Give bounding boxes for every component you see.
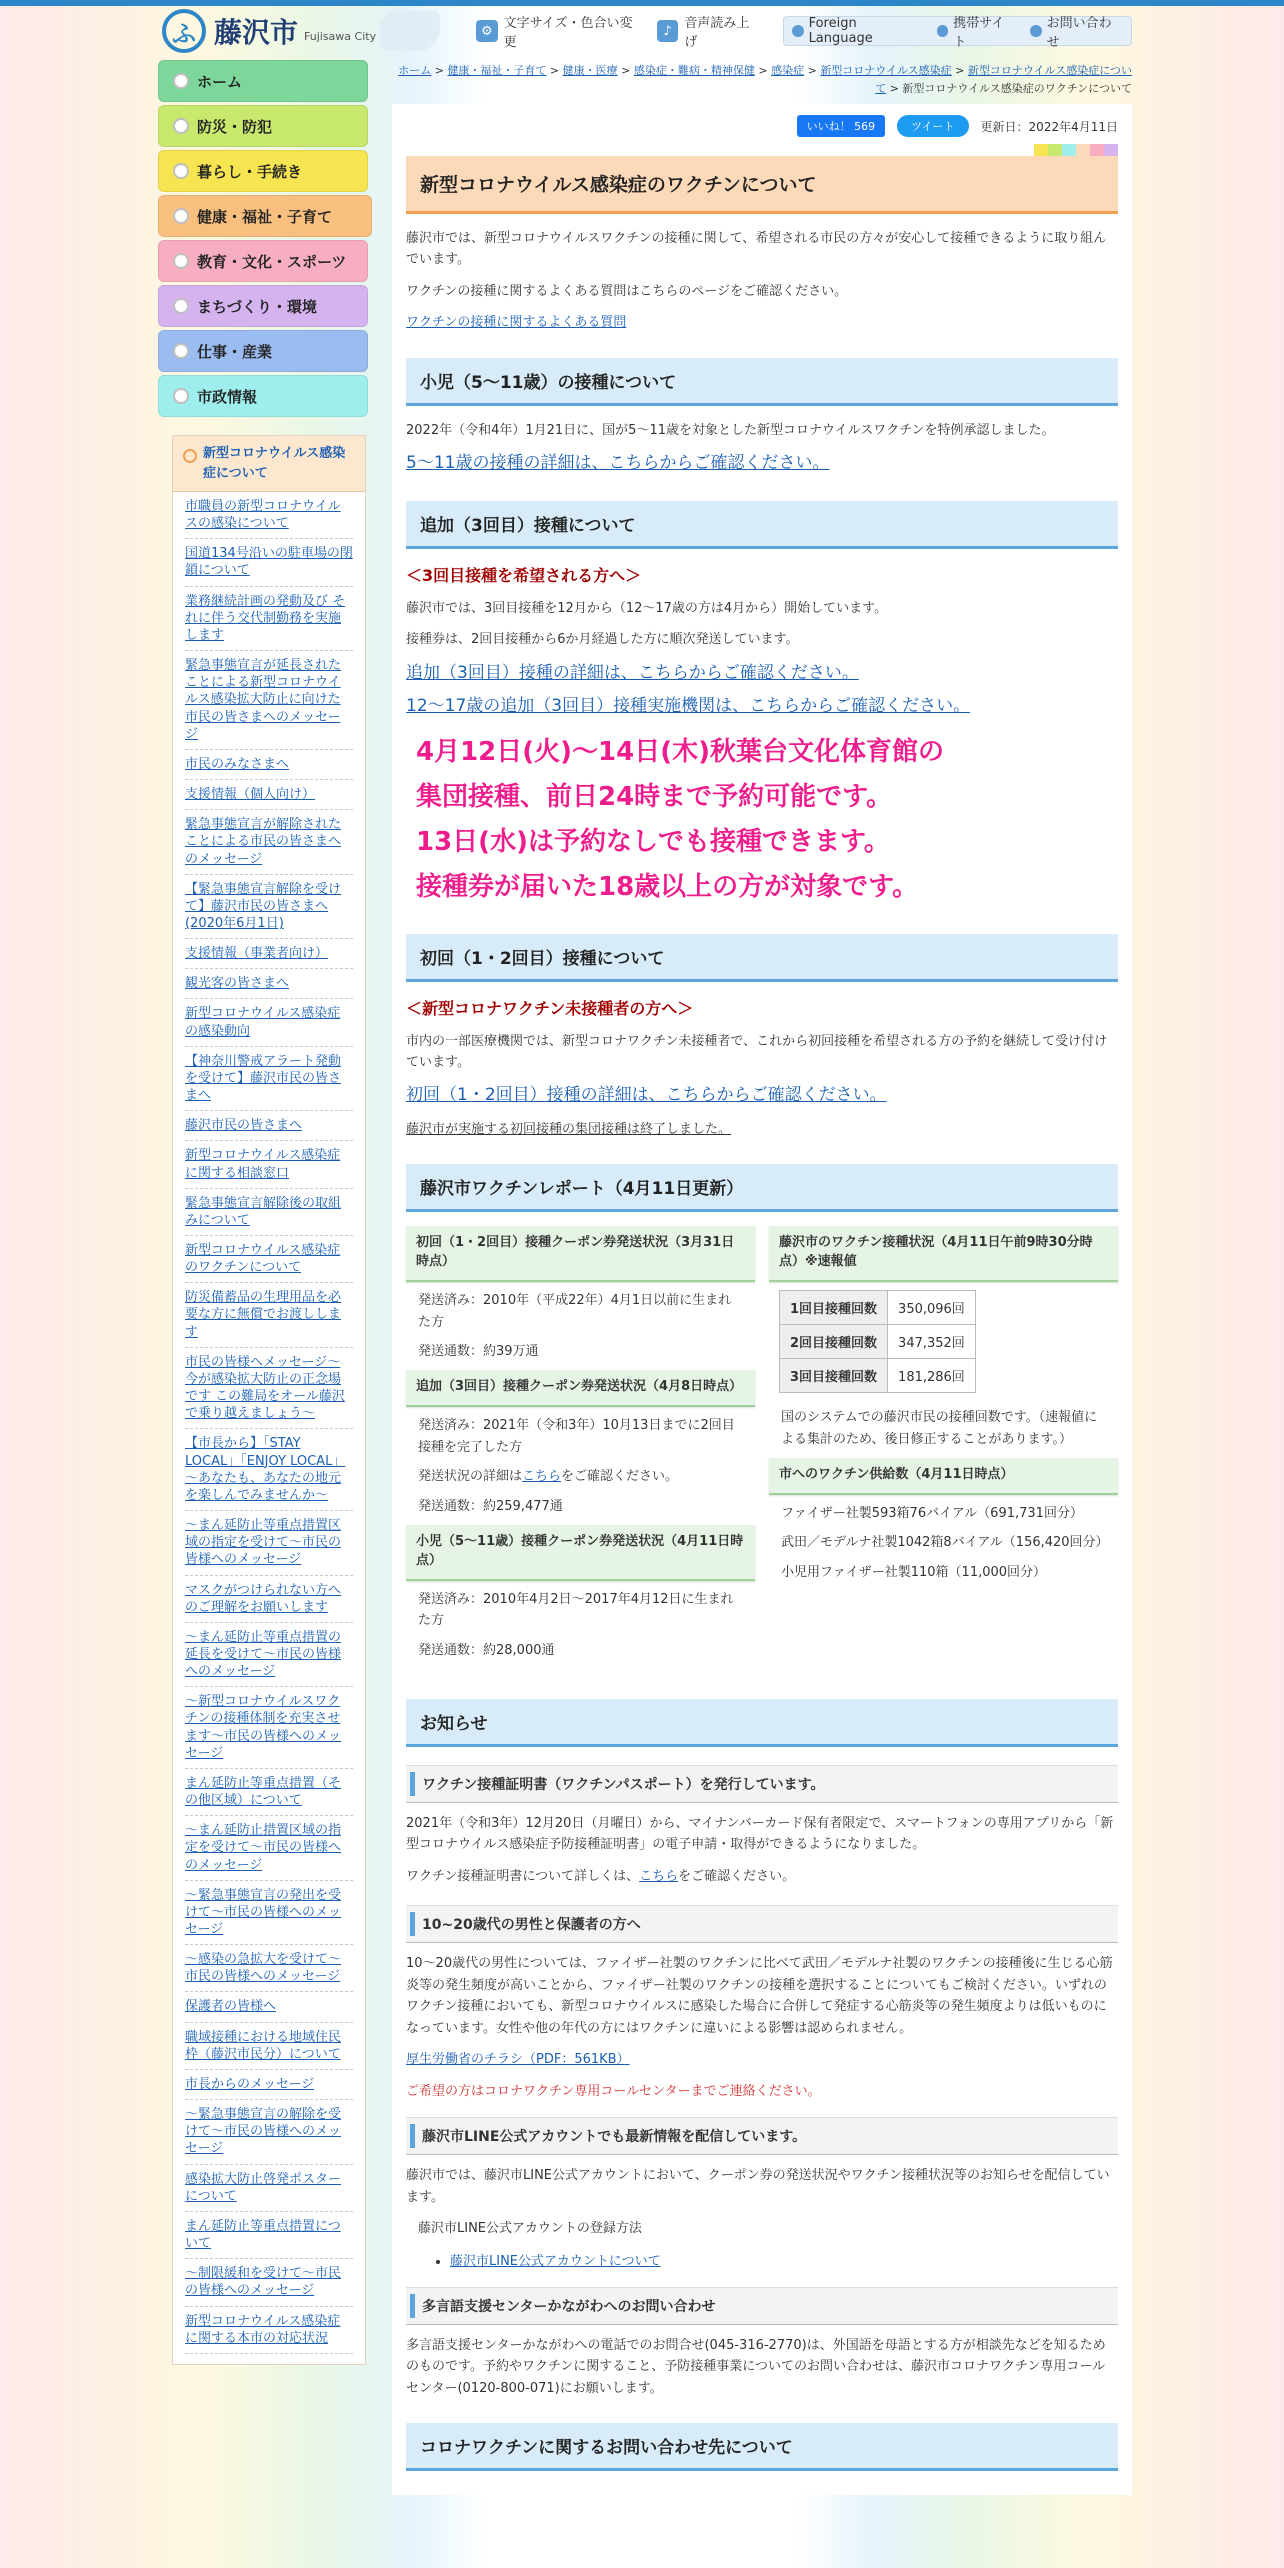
nav-city-info[interactable]: 市政情報 (158, 375, 368, 417)
subnav-link[interactable]: 【市長から】「STAY LOCAL」「ENJOY LOCAL」～あなたも、あなたの地元を楽しんでみませんか～ (185, 1436, 346, 1503)
subnav-link[interactable]: ～緊急事態宣言の発出を受けて～市民の皆様へのメッセージ (185, 1887, 342, 1937)
subnav-item (185, 1283, 353, 1347)
mobile-site-link[interactable]: 携帯サイト (937, 12, 1016, 50)
share-bar (406, 114, 1118, 138)
subnav-link[interactable]: 保護者の皆様へ (185, 1999, 277, 2015)
city-map-icon (380, 11, 440, 51)
header-links (783, 16, 1132, 50)
subnav-link[interactable]: まん延防止等重点措置（その他区域）について (185, 1775, 342, 1809)
subnav-item (185, 810, 353, 874)
subnav-link[interactable]: ～緊急事態宣言の解除を受けて～市民の皆様へのメッセージ (185, 2107, 342, 2157)
child-text: 2022年（令和4年）1月21日に、国が5～11歳を対象とした新型コロナウイルスワクチンを特例承認しました。 (406, 422, 1055, 438)
coupon-detail-text: 発送状況の詳細はこちらをご確認ください。 (418, 1469, 679, 1485)
table-cell: 181,286回 (888, 1359, 976, 1393)
subnav-link[interactable]: ～感染の急拡大を受けて～市民の皆様へのメッセージ (185, 1952, 342, 1985)
breadcrumb-link[interactable]: 感染症・難病・精神保健 (633, 64, 755, 77)
subnav-link[interactable]: 新型コロナウイルス感染症の感染動向 (185, 1006, 341, 1039)
subnav-item (185, 1623, 353, 1687)
subnav-item (185, 1769, 353, 1816)
subnav-link[interactable]: 新型コロナウイルス感染症に関する相談窓口 (185, 1148, 341, 1181)
coupon-detail-link[interactable]: こちら (522, 1469, 562, 1485)
coupon-status-text: 発送済み：2021年（令和3年）10月13日までに2回目接種を完了した方 (418, 1418, 735, 1455)
table-row (780, 1291, 976, 1325)
certificate-link[interactable]: こちら (639, 1868, 679, 1884)
subnav-item (185, 1576, 353, 1623)
coupon-status-text: 発送済み：2010年4月2日～2017年4月12日に生まれた方 (418, 1591, 734, 1629)
third-dose-heading: 追加（3回目）接種について (406, 501, 1118, 549)
breadcrumb-link[interactable]: ホーム (398, 64, 432, 77)
subnav-link[interactable]: ～まん延防止等重点措置区域の指定を受けて～市民の皆様へのメッセージ (185, 1518, 342, 1568)
subnav-item (185, 1141, 353, 1188)
content-area (392, 104, 1132, 2495)
subnav-item (185, 2307, 353, 2354)
nav-disaster[interactable]: 防災・防犯 (158, 105, 368, 147)
report-left-column (406, 1226, 755, 1669)
subnav-current[interactable]: 新型コロナウイルス感染症について (173, 436, 365, 492)
subnav-item (185, 651, 353, 750)
subnav-link[interactable]: 緊急事態宣言が解除されたことによる市民の皆さまへのメッセージ (185, 817, 342, 867)
site-logo[interactable] (162, 10, 440, 52)
announcement-line: 4月12日(火)～14日(木)秋葉台文化体育館の (416, 736, 944, 767)
sidebar (158, 60, 368, 2365)
nav-home[interactable]: ホーム (158, 60, 368, 102)
mass-vaccination-announcement (416, 730, 1118, 910)
subnav-link[interactable]: 市長からのメッセージ (185, 2076, 315, 2092)
supply-item: 小児用ファイザー社製110箱（11,000回分） (781, 1564, 1047, 1580)
subnav-item (185, 780, 353, 810)
notice-heading: お知らせ (406, 1699, 1118, 1747)
subnav-link[interactable]: 市民のみなさまへ (185, 756, 290, 772)
coupon-status-heading: 追加（3回目）接種クーポン券発送状況（4月8日時点） (406, 1370, 755, 1407)
supply-item: 武田／モデルナ社製1042箱8バイアル（156,420回分） (781, 1535, 1109, 1551)
subnav-item (185, 1236, 353, 1283)
subnav-item (185, 1111, 353, 1141)
certificate-detail: ワクチン接種証明書について詳しくは、こちらをご確認ください。 (406, 1868, 796, 1884)
subnav-item (185, 2212, 353, 2259)
subnav-item (185, 1189, 353, 1236)
coupon-count: 発送通数：約39万通 (418, 1343, 539, 1359)
coupon-status-text: 発送済み：2010年（平成22年）4月1日以前に生まれた方 (418, 1293, 732, 1330)
third-dose-text-2: 接種券は、2回目接種から6か月経過した方に順次発送しています。 (406, 632, 799, 648)
color-bar-decoration (406, 144, 1118, 156)
subnav-item (185, 2023, 353, 2070)
city-emblem-icon: ふ (162, 9, 206, 53)
text-size-tool[interactable] (476, 12, 643, 50)
nav-health[interactable]: 健康・福祉・子育て (158, 195, 372, 237)
vaccination-status-heading: 藤沢市のワクチン接種状況（4月11日午前9時30分時点）※速報値 (769, 1226, 1118, 1282)
tweet-button[interactable]: ツイート (897, 115, 968, 137)
contact-link[interactable]: お問い合わせ (1030, 12, 1123, 50)
contact-heading: コロナワクチンに関するお問い合わせ先について (406, 2423, 1118, 2471)
subnav-item (185, 939, 353, 969)
line-heading: 藤沢市LINE公式アカウントでも最新情報を配信しています。 (406, 2117, 1118, 2155)
subnav-link[interactable]: 緊急事態宣言が延長されたことによる新型コロナウイルス感染拡大防止に向けた市民の皆さまへのメッセージ (185, 658, 342, 742)
site-header (156, 6, 1132, 58)
subnav-item (185, 1687, 353, 1769)
breadcrumb-link[interactable]: 健康・福祉・子育て (447, 64, 547, 77)
subnav-link[interactable]: 新型コロナウイルス感染症に関する本市の対応状況 (185, 2313, 341, 2346)
subnav-link[interactable]: まん延防止等重点措置について (185, 2218, 341, 2252)
third-dose-detail-link[interactable]: 追加（3回目）接種の詳細は、こちらからご確認ください。 (406, 662, 859, 683)
subnav-item (185, 999, 353, 1046)
supply-heading: 市へのワクチン供給数（4月11日時点） (769, 1458, 1118, 1495)
table-cell: 347,352回 (888, 1325, 976, 1359)
subnav-link[interactable]: 【神奈川警戒アラート発動を受けて】藤沢市民の皆さまへ (185, 1053, 342, 1104)
subnav-item (185, 587, 353, 651)
coupon-count: 発送通数：約28,000通 (418, 1642, 555, 1658)
coupon-count: 発送通数：約259,477通 (418, 1498, 563, 1514)
vaccine-report (406, 1226, 1118, 1669)
table-cell: 3回目接種回数 (780, 1359, 888, 1393)
bullet-icon (1030, 25, 1042, 37)
subnav-item (185, 969, 353, 999)
subnav-item (185, 1047, 353, 1111)
subnav-link[interactable]: 市民の皆様へメッセージ～今が感染拡大防止の正念場です この難局をオール藤沢で乗り越えましょう～ (185, 1354, 345, 1422)
breadcrumb-link[interactable]: 新型コロナウイルス感染症について (875, 64, 1132, 95)
announcement-line: 接種券が届いた18歳以上の方が対象です。 (416, 871, 919, 902)
subnav-list (173, 492, 365, 2354)
subnav-link[interactable]: 支援情報（事業者向け） (185, 946, 329, 962)
child-detail-link[interactable]: 5～11歳の接種の詳細は、こちらからご確認ください。 (406, 453, 830, 474)
page-title: 新型コロナウイルス感染症のワクチンについて (406, 156, 1118, 214)
breadcrumb-current: 新型コロナウイルス感染症のワクチンについて (902, 82, 1132, 95)
breadcrumb-link[interactable]: 感染症 (771, 64, 805, 77)
subnav-item (185, 2100, 353, 2164)
subnav-item (185, 1511, 353, 1575)
announcement-line: 13日(水)は予約なしでも接種できます。 (416, 826, 890, 857)
city-name: 藤沢市 (214, 16, 299, 49)
intro-text: 藤沢市では、新型コロナウイルスワクチンの接種に関して、希望される市民の方々が安心して接種できるように取り組んでいます。 (406, 231, 1107, 268)
table-cell: 1回目接種回数 (780, 1291, 888, 1325)
vaccination-note: 国のシステムでの藤沢市民の接種回数です。（速報値による集計のため、後日修正することがあります。） (781, 1410, 1098, 1447)
coupon-status-heading: 小児（5～11歳）接種クーポン券発送状況（4月11日時点） (406, 1525, 755, 1581)
multilingual-heading: 多言語支援センターかながわへのお問い合わせ (406, 2287, 1118, 2325)
subnav-link[interactable]: 感染拡大防止啓発ポスターについて (185, 2171, 342, 2204)
faq-link[interactable]: ワクチンの接種に関するよくある質問 (406, 315, 627, 331)
young-men-heading: 10~20歳代の男性と保護者の方へ (406, 1905, 1118, 1943)
coupon-status-heading: 初回（1・2回目）接種クーポン券発送状況（3月31日時点） (406, 1226, 755, 1282)
table-cell: 350,096回 (888, 1291, 976, 1325)
third-dose-text-1: 藤沢市では、3回目接種を12月から（12～17歳の方は4月から）開始しています。 (406, 600, 888, 616)
subnav-item (185, 539, 353, 586)
subnav-item (185, 750, 353, 780)
bullet-icon (792, 25, 804, 37)
header-tools (476, 16, 1132, 50)
mhlw-flyer-link[interactable]: 厚生労働省のチラシ（PDF：561KB） (406, 2052, 630, 2068)
line-text: 藤沢市では、藤沢市LINE公式アカウントにおいて、クーポン券の発送状況やワクチン接種状況等のお知らせを配信しています。 (406, 2168, 1110, 2205)
subnav-item (185, 1816, 353, 1880)
first-dose-text: 市内の一部医療機関では、新型コロナワクチン未接種者で、これから初回接種を希望される方の予約を継続して受け付けています。 (406, 1033, 1108, 1070)
subnav-link[interactable]: ～まん延防止措置区域の指定を受けて～市民の皆様へのメッセージ (185, 1823, 342, 1873)
youth-third-dose-link[interactable]: 12～17歳の追加（3回目）接種実施機関は、こちらからご確認ください。 (406, 696, 971, 717)
report-heading: 藤沢市ワクチンレポート（4月11日更新） (406, 1164, 1118, 1212)
line-account-link[interactable]: 藤沢市LINE公式アカウントについて (450, 2253, 661, 2269)
breadcrumb: ホーム > 健康・福祉・子育て > 健康・医療 > 感染症・難病・精神保健 > 感染症 > 新型コロナウイルス感染症 > 新型コロナウイルス感染症について > 新型コロナウイルス感染症のワクチンについて (398, 64, 1132, 95)
subnav-link[interactable]: 国道134号沿いの駐車場の閉鎖について (185, 546, 353, 579)
read-aloud-label: 音声読み上げ (684, 16, 750, 50)
subnav-link[interactable]: 市職員の新型コロナウイルスの感染について (185, 499, 341, 532)
subnav-item (185, 2259, 353, 2306)
mass-vaccination-ended-link[interactable]: 藤沢市が実施する初回接種の集団接種は終了しました。 (406, 1121, 732, 1137)
call-center-notice: ご希望の方はコロナワクチン専用コールセンターまでご連絡ください。 (406, 2084, 821, 2100)
gear-icon: ⚙ (476, 20, 498, 42)
subnav-link[interactable]: 【緊急事態宣言解除を受けて】藤沢市民の皆さまへ(2020年6月1日) (185, 881, 342, 931)
subnav-link[interactable]: マスクがつけられない方へのご理解をお願いします (185, 1582, 342, 1615)
multilingual-text: 多言語支援センターかながわへの電話でのお問合せ(045-316-2770)は、外国語を母語とする方が相談先などを知るためのものです。予約やワクチンに関すること、予防接種事業についてのお問い合わせは、藤沢市コロナワクチン専用コールセンター(0120-800-071)にお願いします。 (406, 2337, 1106, 2396)
subnav-link[interactable]: 藤沢市民の皆さまへ (185, 1118, 303, 1134)
report-right-column (769, 1226, 1118, 1669)
table-cell: 2回目接種回数 (780, 1325, 888, 1359)
subnav-link[interactable]: 業務継続計画の発動及び それに伴う交代制勤務を実施します (185, 593, 346, 643)
subnav-item (185, 492, 353, 539)
updated-date: 更新日：2022年4月11日 (980, 119, 1118, 134)
table-row (780, 1325, 976, 1359)
breadcrumb-link[interactable]: 健康・医療 (562, 64, 618, 77)
first-dose-heading: 初回（1・2回目）接種について (406, 934, 1118, 982)
third-dose-notice: ＜3回目接種を希望される方へ＞ (406, 565, 642, 585)
subnav-item (185, 1881, 353, 1945)
first-dose-notice: ＜新型コロナワクチン未接種者の方へ＞ (406, 998, 694, 1018)
nav-work[interactable]: 仕事・産業 (158, 330, 368, 372)
text-size-label: 文字サイズ・色合い変更 (503, 16, 633, 50)
subnav-link[interactable]: 新型コロナウイルス感染症のワクチンについて (185, 1243, 341, 1276)
subnav-item (185, 1992, 353, 2022)
subnav-link[interactable]: ～制限緩和を受けて～市民の皆様へのメッセージ (185, 2266, 342, 2299)
read-aloud-tool[interactable] (657, 12, 761, 50)
subnav-item (185, 1429, 353, 1511)
intro-faq-text: ワクチンの接種に関するよくある質問はこちらのページをご確認ください。 (406, 283, 848, 299)
young-men-text: 10～20歳代の男性については、ファイザー社製のワクチンに比べて武田／モデルナ社製のワクチンの接種後に生じる心筋炎等の発生頻度が高いことから、ファイザー社製のワクチンの接種を選択することについてもご検討ください。いずれのワクチン接種においても、新型コロナウイルスに感染した場合に合併して発症する心筋炎等の発生頻度よりは低いものになっています。女性や他の年代の方にはワクチンに違いによる影響は認められません。 (406, 1956, 1113, 2036)
city-name-en: Fujisawa City (304, 29, 377, 43)
table-row (780, 1359, 976, 1393)
speaker-icon: ♪ (657, 20, 679, 42)
subnav-link[interactable]: ～まん延防止等重点措置の延長を受けて～市民の皆様へのメッセージ (185, 1629, 342, 1680)
nav-town[interactable]: まちづくり・環境 (158, 285, 368, 327)
line-register-text: 藤沢市LINE公式アカウントの登録方法 (418, 2221, 642, 2237)
nav-living[interactable]: 暮らし・手続き (158, 150, 368, 192)
nav-education[interactable]: 教育・文化・スポーツ (158, 240, 368, 282)
subnav-link[interactable]: 緊急事態宣言解除後の取組みについて (185, 1195, 342, 1228)
subnav-link[interactable]: 支援情報（個人向け） (185, 787, 316, 803)
certificate-text: 2021年（令和3年）12月20日（月曜日）から、マイナンバーカード保有者限定で、スマートフォンの専用アプリから「新型コロナウイルス感染症予防接種証明書」の電子申請・取得ができるようになりました。 (406, 1815, 1114, 1853)
subnav-item (185, 1945, 353, 1992)
main-column (392, 62, 1132, 2495)
subnav-item (185, 1348, 353, 1430)
announcement-line: 集団接種、前日24時まで予約可能です。 (416, 781, 893, 812)
supply-item: ファイザー社製593箱76バイアル（691,731回分） (781, 1505, 1083, 1521)
first-dose-detail-link[interactable]: 初回（1・2回目）接種の詳細は、こちらからご確認ください。 (406, 1085, 887, 1106)
line-link-list (450, 2250, 1118, 2269)
child-heading: 小児（5～11歳）の接種について (406, 358, 1118, 406)
breadcrumb-link[interactable]: 新型コロナウイルス感染症 (820, 64, 952, 77)
sub-navigation (172, 435, 366, 2365)
subnav-item (185, 2165, 353, 2212)
subnav-link[interactable]: 観光客の皆さまへ (185, 976, 290, 992)
certificate-heading: ワクチン接種証明書（ワクチンパスポート）を発行しています。 (406, 1765, 1118, 1803)
vaccination-count-table (779, 1290, 976, 1393)
subnav-link[interactable]: ～新型コロナウイルスワクチンの接種体制を充実させます～市民の皆様へのメッセージ (185, 1694, 342, 1761)
subnav-link[interactable]: 防災備蓄品の生理用品を必要な方に無償でお渡しします (185, 1290, 342, 1340)
subnav-item (185, 875, 353, 939)
subnav-item (185, 2070, 353, 2100)
bullet-icon (937, 25, 949, 37)
subnav-link[interactable]: 職域接種における地域住民枠（藤沢市民分）について (185, 2029, 342, 2062)
foreign-language-link[interactable]: Foreign Language (792, 16, 923, 46)
facebook-like-button[interactable]: いいね！ 569 (797, 115, 886, 137)
